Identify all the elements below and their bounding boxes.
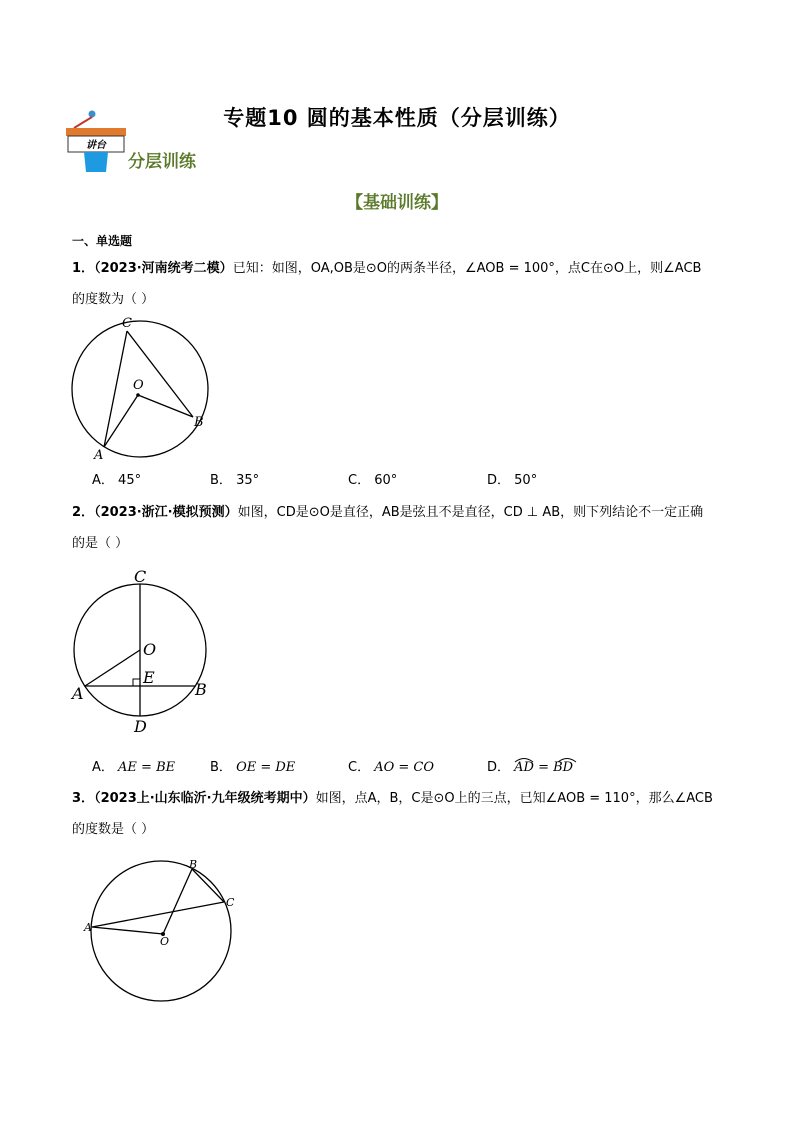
option-2d[interactable]: D． AD = BD xyxy=(487,756,573,775)
point-label: O xyxy=(143,640,157,659)
point-label: O xyxy=(133,378,144,393)
point-label: A xyxy=(94,448,104,463)
point-label: C xyxy=(134,567,147,586)
point-label: E xyxy=(143,668,155,687)
option-2b[interactable]: B． OE = DE xyxy=(210,760,296,775)
option-1c[interactable]: C． 60° xyxy=(348,473,398,488)
question-1: 1．（2023·河南统考二模）已知：如图，OA,OB是⊙O的两条半径，∠AOB = 100°，点C在⊙O上，则∠ACB 的度数为（ ） xyxy=(72,261,702,307)
option-1a[interactable]: A． 45° xyxy=(92,473,142,488)
point-label: A xyxy=(72,684,84,703)
option-2c[interactable]: C． AO = CO xyxy=(348,760,435,775)
figure-3 xyxy=(82,856,242,1006)
point-label: B xyxy=(194,415,204,430)
figure-1 xyxy=(70,313,220,463)
option-2a[interactable]: A． AE = BE xyxy=(92,760,176,775)
question-3: 3．（2023上·山东临沂·九年级统考期中）如图，点A，B，C是⊙O上的三点，已知∠AOB = 110°，那么∠ACB 的度数是（ ） xyxy=(72,791,713,837)
point-label: B xyxy=(195,680,207,699)
point-label: A xyxy=(84,921,92,934)
option-1d[interactable]: D． 50° xyxy=(487,473,538,488)
badge-text: 讲台 xyxy=(86,140,106,151)
point-label: D xyxy=(134,717,147,736)
point-label: C xyxy=(122,316,132,331)
option-1b[interactable]: B． 35° xyxy=(210,473,260,488)
point-label: B xyxy=(189,858,198,871)
section-label: 分层训练 xyxy=(128,152,196,172)
page-title: 专题10 圆的基本性质（分层训练） xyxy=(223,106,571,130)
point-label: C xyxy=(226,896,235,909)
figure-2 xyxy=(66,563,226,743)
question-type: 一、单选题 xyxy=(72,234,133,248)
arc-mark-icon xyxy=(514,755,580,763)
subsection-title: 【基础训练】 xyxy=(346,193,448,213)
point-label: O xyxy=(160,935,170,948)
question-2: 2．（2023·浙江·模拟预测）如图，CD是⊙O是直径，AB是弦且不是直径，CD ⊥ AB，则下列结论不一定正确 的是（ ） xyxy=(72,505,704,551)
podium-icon xyxy=(62,108,132,174)
